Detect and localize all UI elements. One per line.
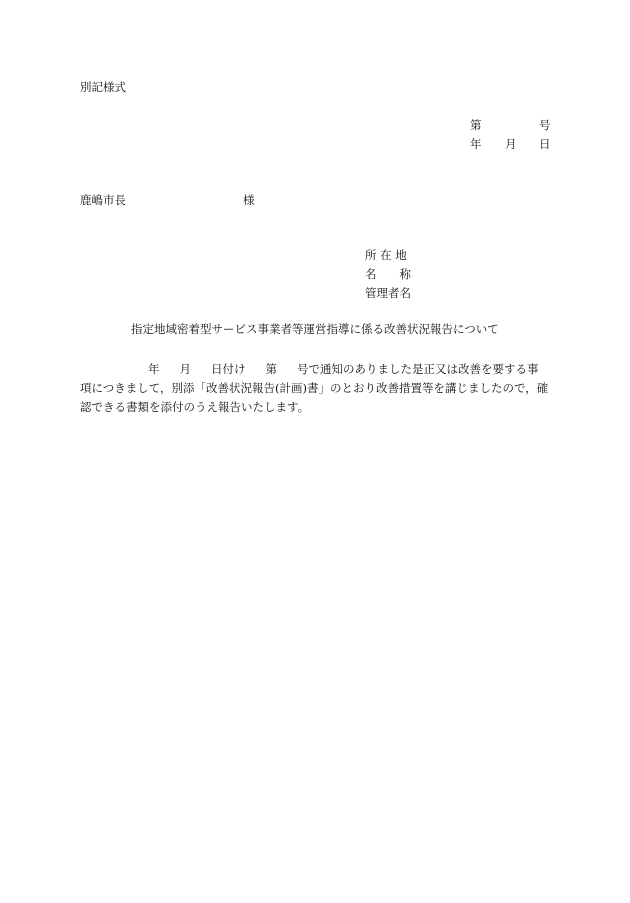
addressee-name: 鹿嶋市長 bbox=[80, 193, 126, 207]
body-dated-label: 日付け bbox=[211, 362, 246, 376]
date-year-label: 年 bbox=[470, 137, 482, 151]
body-line1-text: 号で通知のありました是正又は改善を要する事 bbox=[297, 362, 539, 376]
body-line: 認できる書類を添付のうえ報告いたします。 bbox=[80, 400, 310, 414]
body-number-prefix: 第 bbox=[265, 362, 277, 376]
date-month-label: 月 bbox=[505, 137, 517, 151]
body-month-label: 月 bbox=[179, 362, 191, 376]
date-day-label: 日 bbox=[539, 137, 551, 151]
sender-address-label: 所 在 地 bbox=[365, 248, 407, 262]
addressee-honorific: 様 bbox=[243, 193, 255, 207]
document-number-prefix: 第 bbox=[470, 118, 482, 132]
body-paragraph bbox=[80, 360, 550, 417]
body-year-label: 年 bbox=[148, 362, 160, 376]
sender-name-label: 名 称 bbox=[365, 267, 411, 281]
body-line: 項につきまして，別添「改善状況報告(計画)書」のとおり改善措置等を講じましたので，確 bbox=[80, 381, 549, 395]
form-label: 別記様式 bbox=[80, 80, 126, 94]
document-number-suffix: 号 bbox=[539, 118, 551, 132]
document-title: 指定地域密着型サービス事業者等運営指導に係る改善状況報告について bbox=[131, 322, 499, 336]
body-line bbox=[80, 360, 550, 379]
sender-manager-label: 管理者名 bbox=[365, 286, 411, 300]
